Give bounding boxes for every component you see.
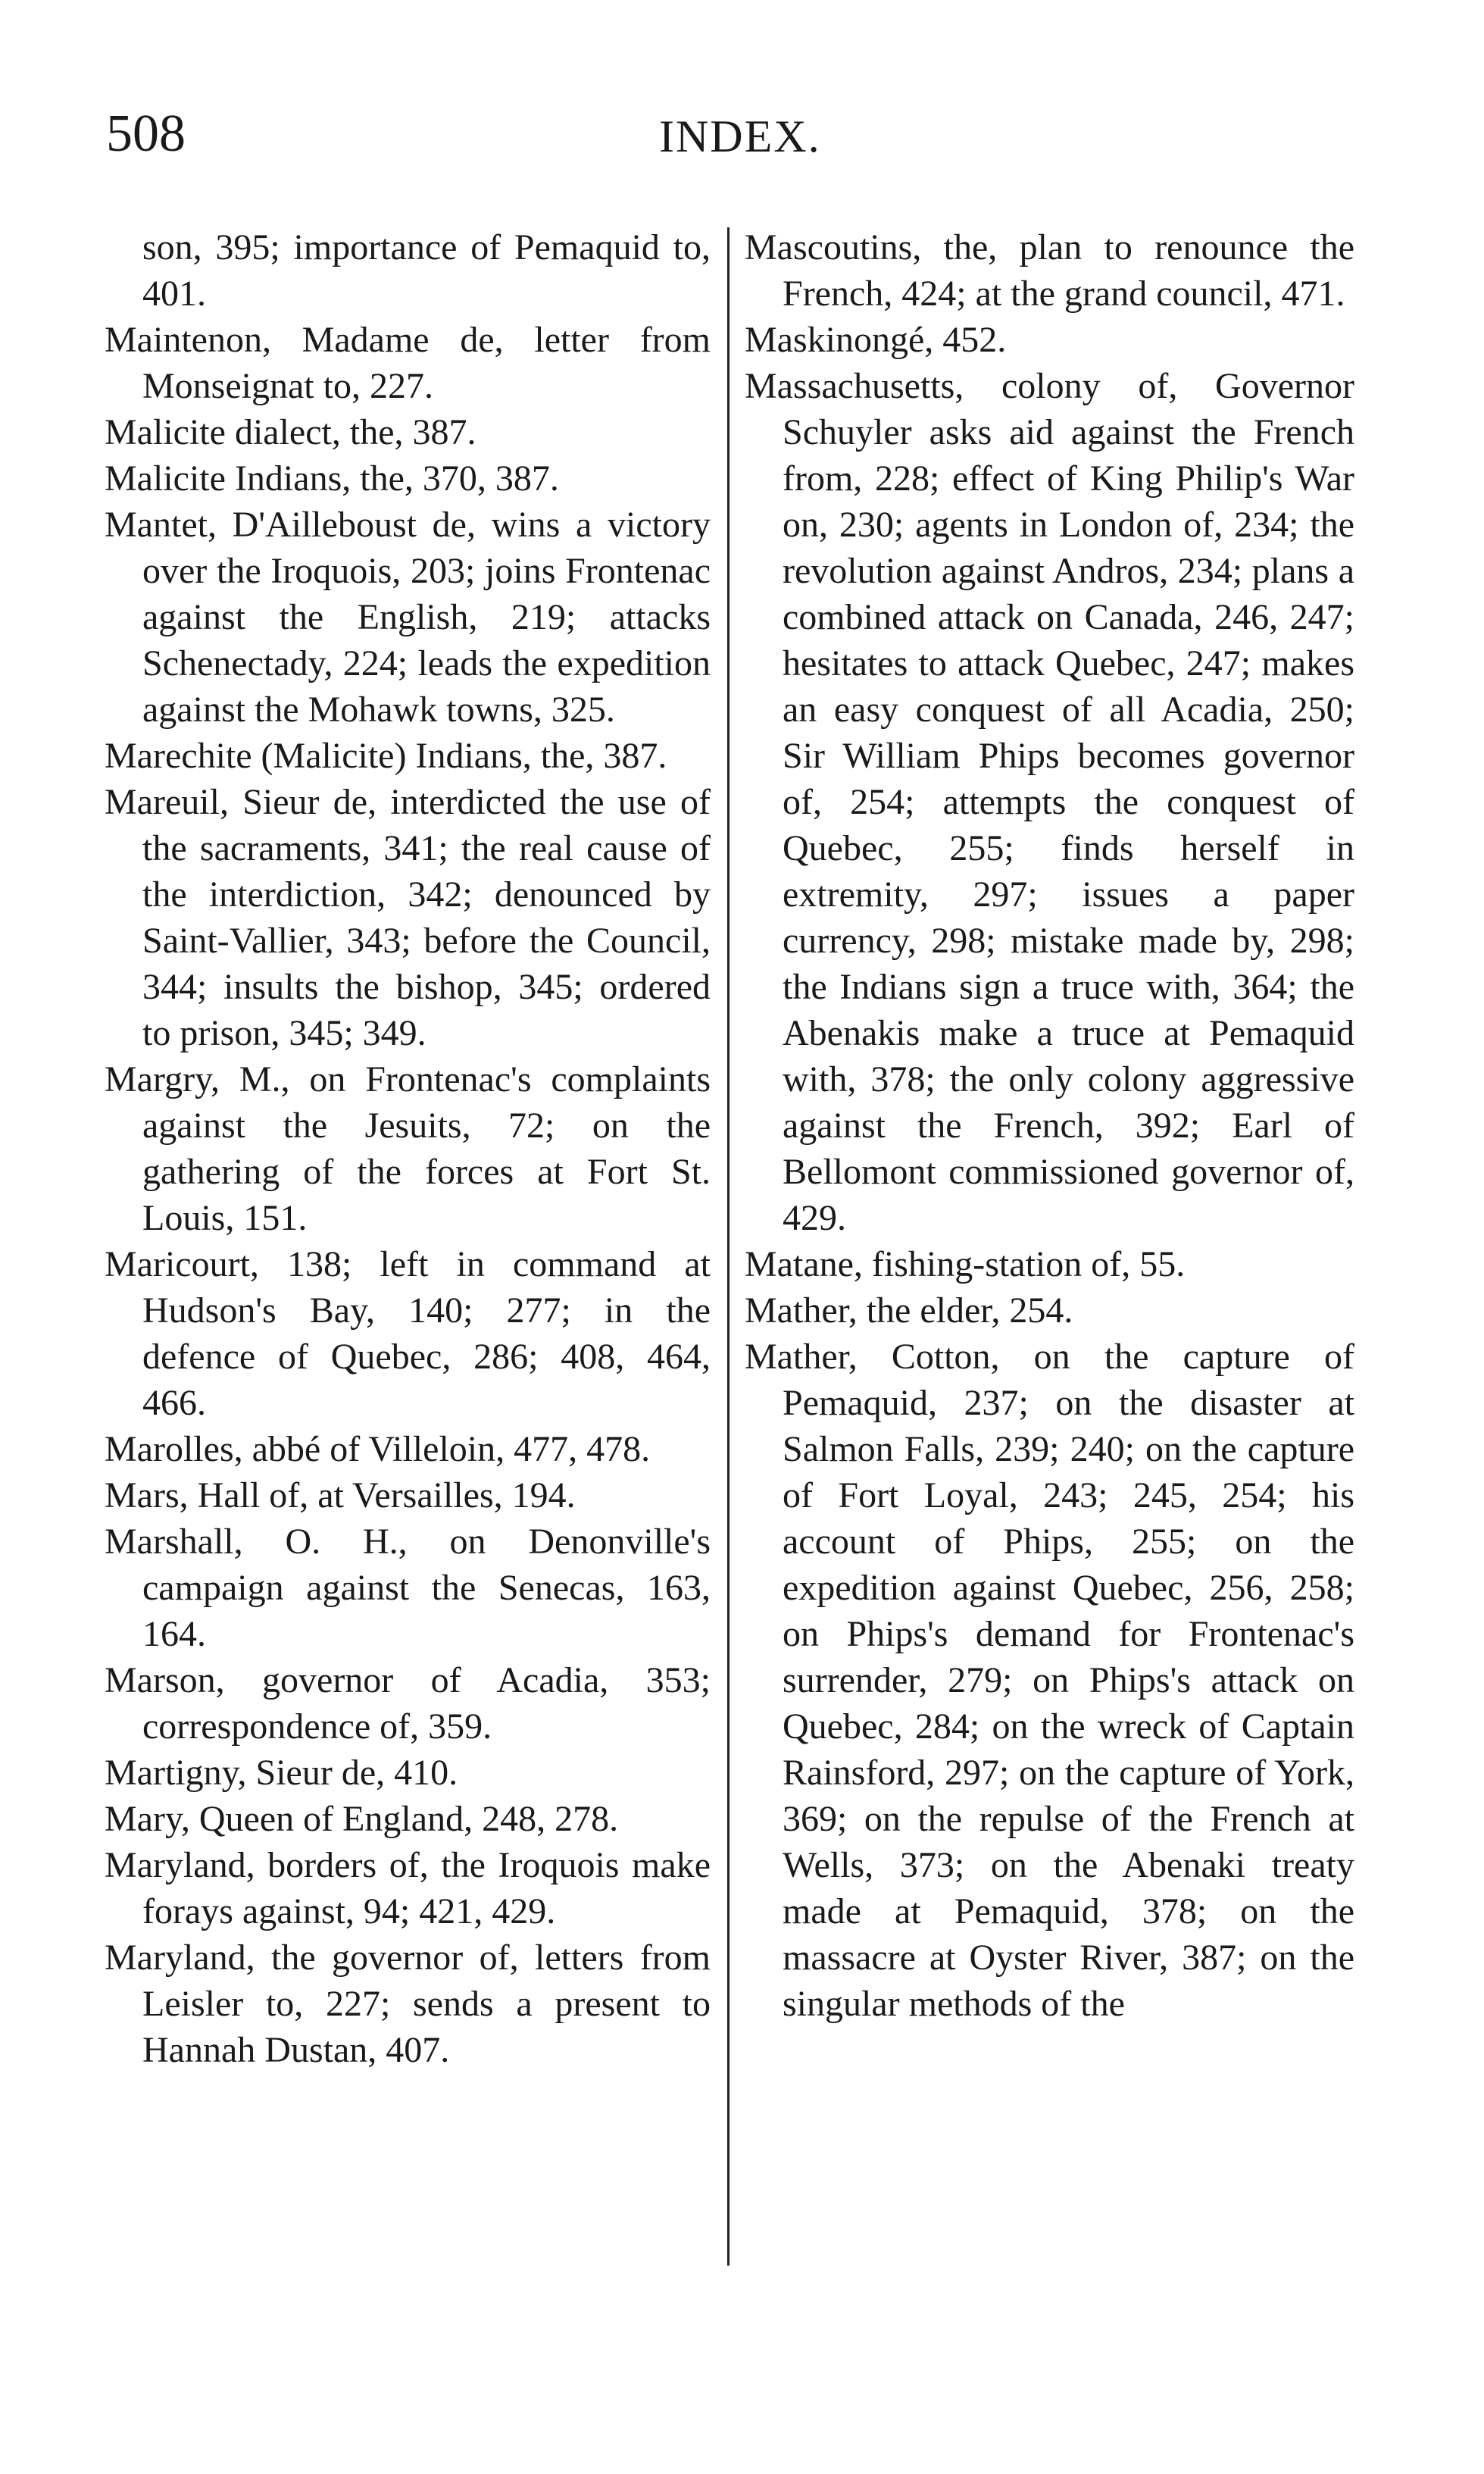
index-entry: Marshall, O. H., on Denonville's campaign against the Senecas, 163, 164. — [105, 1522, 711, 1654]
index-entry: Marechite (Malicite) Indians, the, 387. — [105, 736, 667, 776]
left-column — [105, 224, 711, 2073]
index-entry: Massachusetts, colony of, Governor Schuyler asks aid against the French from, 228; effect of King Philip's War on, 230; agents in London of, 234; the revolution against Andros, 234; plans a combined attack on Canada, 246, 247; hesitates to attack Quebec, 247; makes an easy conquest of all Acadia, 250; Sir William Phips becomes governor of, 254; attempts the conquest of Quebec, 255; finds herself in extremity, 297; issues a paper currency, 298; mistake made by, 298; the Indians sign a truce with, 364; the Abenakis make a truce at Pemaquid with, 378; the only colony aggressive against the French, 392; Earl of Bellomont commissioned governor of, 429. — [745, 366, 1354, 1238]
index-entry: Marson, governor of Acadia, 353; correspondence of, 359. — [105, 1660, 711, 1747]
index-entry: Mars, Hall of, at Versailles, 194. — [105, 1475, 576, 1515]
right-column — [745, 224, 1354, 2027]
running-head: INDEX. — [659, 111, 821, 161]
index-entry: Mather, Cotton, on the capture of Pemaquid, 237; on the disaster at Salmon Falls, 239; 240; on the capture of Fort Loyal, 243; 245, 254; his account of Phips, 255; on the expedition against Quebec, 256, 258; on Phips's demand for Frontenac's surrender, 279; on Phips's attack on Quebec, 284; on the wreck of Captain Rainsford, 297; on the capture of York, 369; on the repulse of the French at Wells, 373; on the Abenaki treaty made at Pemaquid, 378; on the massacre at Oyster River, 387; on the singular methods of the — [745, 1337, 1354, 2024]
index-entry: Marolles, abbé of Villeloin, 477, 478. — [105, 1429, 651, 1469]
index-entry: Maryland, the governor of, letters from Leisler to, 227; sends a present to Hannah Dustan, 407. — [105, 1938, 711, 2070]
index-entry: Margry, M., on Frontenac's complaints against the Jesuits, 72; on the gathering of the forces at Fort St. Louis, 151. — [105, 1059, 711, 1238]
index-entry: Mareuil, Sieur de, interdicted the use of the sacraments, 341; the real cause of the interdiction, 342; denounced by Saint-Vallier, 343; before the Council, 344; insults the bishop, 345; ordered to prison, 345; 349. — [105, 782, 711, 1053]
index-entry: son, 395; importance of Pemaquid to, 401. — [142, 227, 711, 314]
index-entry: Mascoutins, the, plan to renounce the French, 424; at the grand council, 471. — [745, 227, 1354, 314]
index-entry: Maskinongé, 452. — [745, 320, 1007, 360]
index-entry: Mary, Queen of England, 248, 278. — [105, 1799, 619, 1839]
index-entry: Malicite dialect, the, 387. — [105, 412, 476, 452]
index-entry: Maricourt, 138; left in command at Hudson's Bay, 140; 277; in the defence of Quebec, 286; 408, 464, 466. — [105, 1244, 711, 1423]
index-entry: Malicite Indians, the, 370, 387. — [105, 458, 559, 499]
page-number: 508 — [106, 105, 186, 163]
index-entry: Mather, the elder, 254. — [745, 1290, 1073, 1331]
index-entry: Maintenon, Madame de, letter from Monseignat to, 227. — [105, 320, 711, 406]
column-divider — [727, 227, 730, 2266]
index-entry: Maryland, borders of, the Iroquois make forays against, 94; 421, 429. — [105, 1845, 711, 1931]
index-entry: Matane, fishing-station of, 55. — [745, 1244, 1186, 1284]
index-entry: Martigny, Sieur de, 410. — [105, 1753, 458, 1793]
index-entry: Mantet, D'Ailleboust de, wins a victory over the Iroquois, 203; joins Frontenac against the English, 219; attacks Schenectady, 224; leads the expedition against the Mohawk towns, 325. — [105, 505, 711, 730]
